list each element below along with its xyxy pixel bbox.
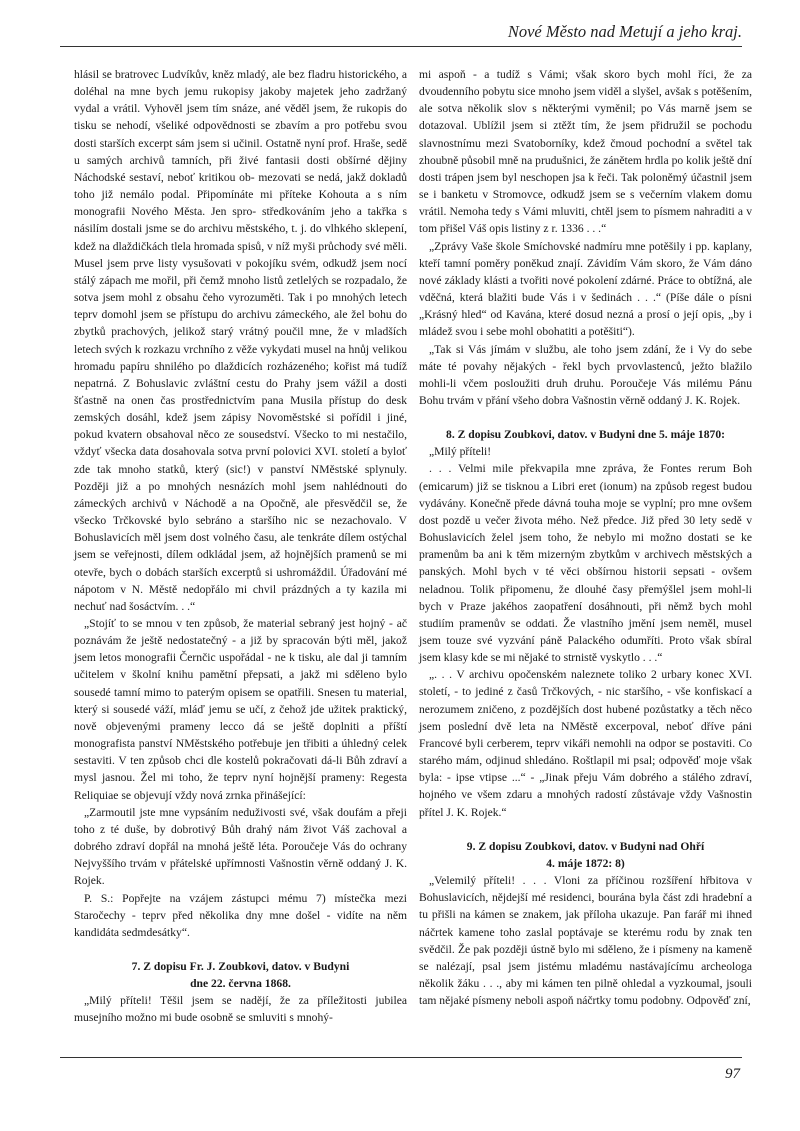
paragraph: „. . . V archivu opočenském naleznete toliko 2 urbary konec XVI. století, - to jediné z časů Trčkových, - nic staršího, - vše konfiskací a nerozumem zničeno, z pozdějších dost hubené pozůstatky a těch něco jsem poslední dvě leta na NMěstě excerpoval, neboť dříve páni Francové byli cerberem, teprv vikáři nemohli na odpor se postaviti. Co starého mám, odjinud shledáno. Roštlapil mi psal; odpověď moje však byla: - ipse vtipse ...“ - „Jinak přeju Vám dobrého a stálého zdraví, hojného ve všem zdaru a mnohých radostí zůstávaje vždy Vašnostin přítel J. K. Rojek.“	[419, 668, 752, 819]
paragraph: mi aspoň - a tudíž s Vámi; však skoro bych mohl říci, že za dvoudenního pobytu sice mnoho jsem viděl a slyšel, avšak s potěšením, ale sotva několik slov s některými vyměnil; po Vás marně jsem se dotazoval. Ublížil jsem si ztěžt tím, že jsem přidružil se pochodu slavnostnímu mezi Svatoborníky, kdež čmoud pochodní a světel tak zhoubně působil mně na prudušnici, že zánětem hrdla po kolik ještě dní dosti trápen jsem byl neschopen jsa k řeči. Tak poloněmý účastnil jsem se i banketu v Stromovce, odkudž jsem se s večerním vlakem domu vrátil. Nemoha tedy s Vámi mluviti, chtěl jsem to písmem nahraditi a v tom přišel Váš opis listiny z r. 1336 . . .“	[419, 68, 752, 236]
section-heading-7	[74, 958, 407, 992]
right-column	[419, 66, 752, 1009]
paragraph: „Velemilý příteli! . . . Vloni za příčinou rozšíření hřbitova v Bohuslavicích, nějdejší mé residenci, bourána byla část zdi hradební a tu přišli na kámen se znakem, jak příloha ukazuje. Pan farář mi ihned náčrtek kamene toho zaslal poptávaje se kterému rodu by znak ten svědčil. Že pak později ústně bylo mi sděleno, že i písmeny na kameně se nalézají, psal jsem jistému mladému nastávajícímu archeologa několik žáku . . ., aby mi kámen ten pilně ohledal a vyzkoumal, jsouli tam nějaké písmeny neboli aspoň náčrtky tomu podobny. Odpověď zní,	[419, 874, 752, 1008]
paragraph: „Milý příteli!	[429, 445, 492, 459]
paragraph: „Zarmoutil jste mne vypsáním neduživosti své, však doufám a přeji toho z té duše, by dobrotivý Bůh drahý nám život Váš zachoval a dobrého zdraví dopřál na mnohá ještě léta. Poroučeje Vás do ochrany Nejvyššího trvám v přátelské upřímnosti Vašnostin věrně oddaný J. K. Rojek.	[74, 805, 407, 888]
paragraph: P. S.: Popřejte na vzájem zástupci mému 7) místečka mezi Staročechy - teprv před několika dny mne došel - vidíte na něm kandidáta sedmdesátky“.	[74, 891, 407, 939]
footer-rule	[60, 1057, 742, 1058]
paragraph: „Stojíť to se mnou v ten způsob, že material sebraný jest hojný - ač poznávám že ještě nedostatečný - a již by spracován býti měl, jakož jsem letos monografii Černčic uspořádal - ne k tisku, ale dal ji tamním učitelem v školní knihu pamětní přepsati, a jakž mi sděleno bylo sousedé tamní mimo to paterým opisem se opatřili. Snesen tu material, který si sousedé váží, mláď jemu se učí, z čehož jde užitek praktický, nově objevenými prameny lecco dá se ještě doplniti a příští monografista panství NMěstského potřebuje jen třibiti a úhledný celek sestaviti. V ten způsob chci dle kostelů pokračovati dá-li Bůh zdraví a mysl jasnou. Žel mi toho, že teprv nyní hojnější prameny: Regesta Reliquiae se objevují vždy nová zrnka přinášející:	[74, 617, 407, 802]
paragraph: . . . Velmi mile překvapila mne zpráva, že Fontes rerum Boh (emicarum) již se tisknou a Libri eret (ionum) na způsob regest budou vydávány. Konečně přede dávná touha moje se vyplní; pro mne ovšem dost pozdě u večer života mého. Než předce. Již před 30 lety sedě v Bohuslavicích želel jsem toho, že nebylo mi možno dostati se ke pramenům ba ani k těm mizerným zbytkům v archivech městských a panských. Mohl bych v té věci obšírnou historii sepsati - ovšem neladnou. Tolik připomenu, že dlouhé časy přemýšlel jsem mohl-li bych v Praze jakéhos zaopatření dosáhnouti, při němž bych mohl studiím pramenův se oddati. Že vlastního jmění jsem neměl, musel jsem touze své vyzvání páně Palackého odumříti. Proto však sbíral jsem klasy kde se mi nějaké to strnistě vyskytlo . . .“	[419, 462, 752, 665]
heading-line: 4. máje 1872: 8)	[546, 856, 625, 870]
paragraph: „Tak si Vás jímám v službu, ale toho jsem zdání, že i Vy do sebe máte té povahy nějakých - řekl bych prvovlastenců, ježto blažilo mohli-li včem posloužiti druh druhu. Poroučeje Vás milému Pánu Bohu trvám v přání všeho dobra Vašnostin věrně oddaný J. K. Rojek.	[419, 342, 752, 407]
running-title: Nové Město nad Metují a jeho kraj.	[507, 22, 742, 41]
page-number: 97	[725, 1066, 740, 1082]
paragraph: „Milý příteli! Těšil jsem se nadějí, že za příležitosti jubilea musejního možno mi bude osobně se smluviti s mnohý-	[74, 994, 407, 1025]
running-header	[60, 22, 742, 47]
heading-line: dne 22. června 1868.	[190, 977, 291, 991]
paragraph: „Zprávy Vaše škole Smíchovské nadmíru mne potěšily i pp. kaplany, kteří tamní poměry poněkud znají. Závidím Vám skoro, že Vám dáno nové základy klásti a tvořiti nové pokolení zdárné. Práce to obtížná, ale vděčná, která blažiti bude Vás i v šedinách . . .“ (Píše dále o písni „Krásný hled“ od Kavána, které dosud nezná a prosí o její opis, „by i mládež svou i sebe mohl obohatiti a potěšiti“).	[419, 239, 752, 339]
left-column	[74, 66, 407, 1027]
heading-line: 9. Z dopisu Zoubkovi, datov. v Budyni nad Ohří	[466, 839, 705, 853]
heading-line: 7. Z dopisu Fr. J. Zoubkovi, datov. v Budyni	[131, 959, 350, 973]
paragraph: hlásil se bratrovec Ludvíkův, kněz mladý, ale bez fladru historického, a doléhal na mne bych jemu rukopisy jakoby majetek jeho zadržaný vydal a vrátil. Vyhověl jsem tím snáze, ané věděl jsem, že rukopis do tisku se nehodí, všeliké odpovědnosti se zbavím a pro potřebu svou dosti starších excerpt sám jsem si učinil. Ostatně nyní prof. Hraše, sedě u samých archivů tamních, při živé fantasii dosti obšírné dějiny Náchodské sestaví, neboť kritikou ob- mezovati se nedá, jakž dokladů toho již nemálo podal. Připomínáte mi příteke Kohouta a s ním monografii Nového Města. Jen spro- středkováním jeho a takřka s násilím dostali jsme se do archivu městského, t. j. do vlhkého sklepení, kdež na dlaždičkách tlela hromada spisů, v níž myši průchody své měli. Musel jsem prve listy vysušovati v pokojíku svém, odkudž jsem nocí stálý zápach me mořil, při čemž mnoho listů zetlelých se rozpadalo, že sotva jsem mohl z obsahu čeho vyrozuměti. Tak i po mnohých letech teprv domohl jsem se přístupu do archivu zámeckého, ale žel bohu do zbytků prachových, jelikož starý vrátný poučil mne, že v mladších letech svých k rozkazu vrchního z věže vykydati musel na hnůj velikou hromadu papíru shnilého po dlaždicích rozházeného; kořist má tudíž nepatrná. Z Bohuslavic zvláštní cestu do Prahy jsem vážil a dosti šťastně na onen čas prostřednictvím pana Musila přístup do desk zemských dosáhl, kdež jsem zápisy Novoměstské si pořídil i jiné, pokud kvatern obsahoval něco ze sousedství. Všecko to mi nestačilo, vždyť všecka data dosahovala sotva první polovici XVI. století a byloť zde tak mnoho statků, který (sic!) v panství NMěstské splynuly. Později již a po mnohých nesnázích mohl jsem nahlédnouti do zámeckých archivů v Náchodě a na Opočně, ale přesvědčil se, že všecko Trčkovské bylo sebráno a staršího nic se nezachovalo. V Bohuslavicích měl jsem dost volného času, ale tenkráte dílem ostýchal jsem se veřejnosti, dílem odkládal jsem, až hojnějších pramenů se mi otevře, bych o dobách starších excerptů si ushromáždil. Úřadování mé nápotom v N. Městě nedopřálo mi chvil prázdných a ty kazila mi nechuť nad šosáctvím. . .“	[74, 68, 407, 613]
section-heading-9	[419, 838, 752, 872]
section-heading-8: 8. Z dopisu Zoubkovi, datov. v Budyni dne 5. máje 1870:	[446, 428, 725, 442]
